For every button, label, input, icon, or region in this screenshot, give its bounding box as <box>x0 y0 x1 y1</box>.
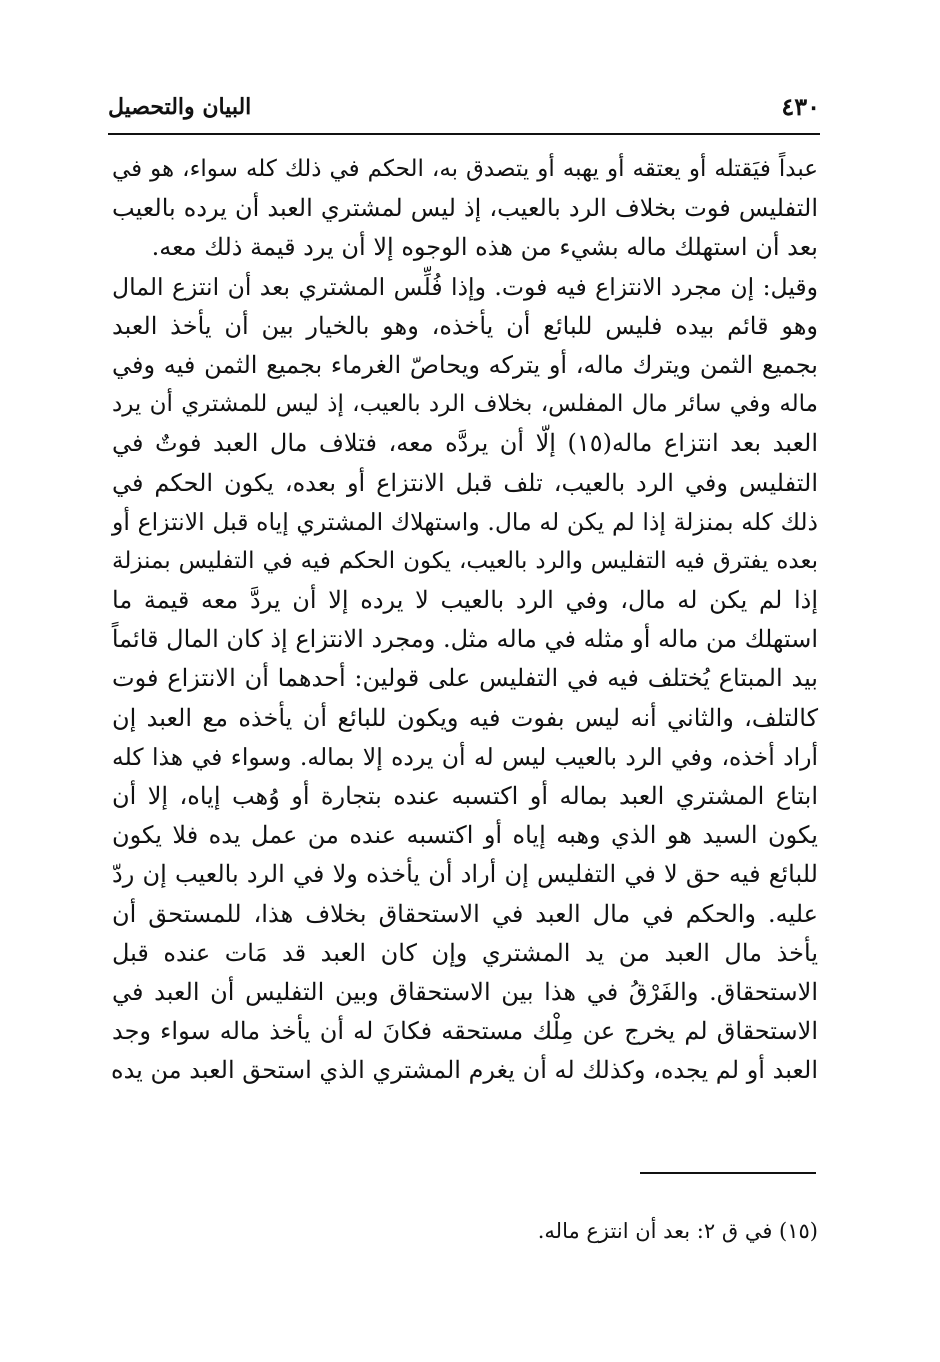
running-header <box>108 88 820 130</box>
text-line: أراد أخذه، وفي الرد بالعيب ليس له أن يرده إلا بماله. وسواء في هذا كله <box>112 742 818 771</box>
text-line: بجميع الثمن ويترك ماله، أو يتركه ويحاصّ الغرماء بجميع الثمن فيه وفي <box>112 350 818 379</box>
text-line: الاستحقاق لم يخرج عن مِلْك مستحقه فكانَ له أن يأخذ ماله سواء وجد <box>112 1017 818 1046</box>
text-line: عليه. والحكم في مال العبد في الاستحقاق بخلاف هذا، للمستحق أن <box>112 899 819 928</box>
text-line: عبداً فيَقتله أو يعتقه أو يهبه أو يتصدق به، الحكم في ذلك كله سواء، هو في <box>112 156 818 182</box>
text-line: للبائع فيه حق لا في التفليس إن أراد أن يأخذه ولا في الرد بالعيب إن ردّ <box>112 860 818 889</box>
text-line: الاستحقاق. والفَرْقُ في هذا بين الاستحقاق وبين التفليس أن العبد في <box>112 977 818 1006</box>
text-line: ماله وفي سائر مال المفلس، بخلاف الرد بالعيب، إذ ليس للمشتري أن يرد <box>112 391 818 418</box>
footnote-rule <box>640 1172 816 1174</box>
text-line: التفليس وفي الرد بالعيب، تلف قبل الانتزاع أو بعده، يكون الحكم في <box>112 468 818 497</box>
main-text <box>112 150 818 1091</box>
footnote: (١٥) في ق ٢: بعد أن انتزع ماله. <box>537 1219 818 1243</box>
text-line: التفليس فوت بخلاف الرد بالعيب، إذ ليس لمشتري العبد أن يرده بالعيب <box>112 194 818 223</box>
text-line: بيد المبتاع يُختلف فيه في التفليس على قولين: أحدهما أن الانتزاع فوت <box>112 664 818 693</box>
text-line: وقيل: إن مجرد الانتزاع فيه فوت. وإذا فُلِّس المشتري بعد أن انتزع المال <box>112 272 818 301</box>
text-line: بعده يفترق فيه التفليس والرد بالعيب، يكون الحكم فيه في التفليس بمنزلة <box>112 547 818 574</box>
text-line: العبد بعد انتزاع ماله(١٥) إلّا أن يردَّه معه، فتلاف مال العبد فوتٌ في <box>112 429 819 458</box>
running-title: البيان والتحصيل <box>108 94 252 120</box>
page-number: ٤٣٠ <box>781 92 820 121</box>
text-line: ابتاع المشتري العبد بماله أو اكتسبه عنده بتجارة أو وُهب إياه، إلا أن <box>112 782 818 810</box>
text-line: بعد أن استهلك ماله بشيء من هذه الوجوه إلا أن يرد قيمة ذلك معه. <box>151 233 818 262</box>
text-line: ذلك كله بمنزلة إذا لم يكن له مال. واستهلاك المشتري إياه قبل الانتزاع أو <box>112 507 818 536</box>
text-line: إذا لم يكن له مال، وفي الرد بالعيب لا يرده إلا أن يردَّ معه قيمة ما <box>112 586 818 615</box>
text-line: العبد أو لم يجده، وكذلك له أن يغرم المشتري الذي استحق العبد من يده <box>111 1056 818 1085</box>
text-line: يأخذ مال العبد من يد المشتري وإن كان العبد قد مَات عنده قبل <box>112 938 818 967</box>
text-line: استهلك من ماله أو مثله في ماله مثل. ومجرد الانتزاع إذ كان المال قائماً <box>111 625 818 654</box>
text-line: يكون السيد هو الذي وهبه إياه أو اكتسبه عنده من عمل يده فلا يكون <box>112 821 818 850</box>
text-line: كالتلف، والثاني أنه ليس بفوت فيه ويكون للبائع أن يأخذه مع العبد إن <box>112 703 818 732</box>
text-line: وهو قائم بيده فليس للبائع أن يأخذه، وهو بالخيار بين أن يأخذ العبد <box>112 311 818 340</box>
header-rule <box>108 133 820 135</box>
